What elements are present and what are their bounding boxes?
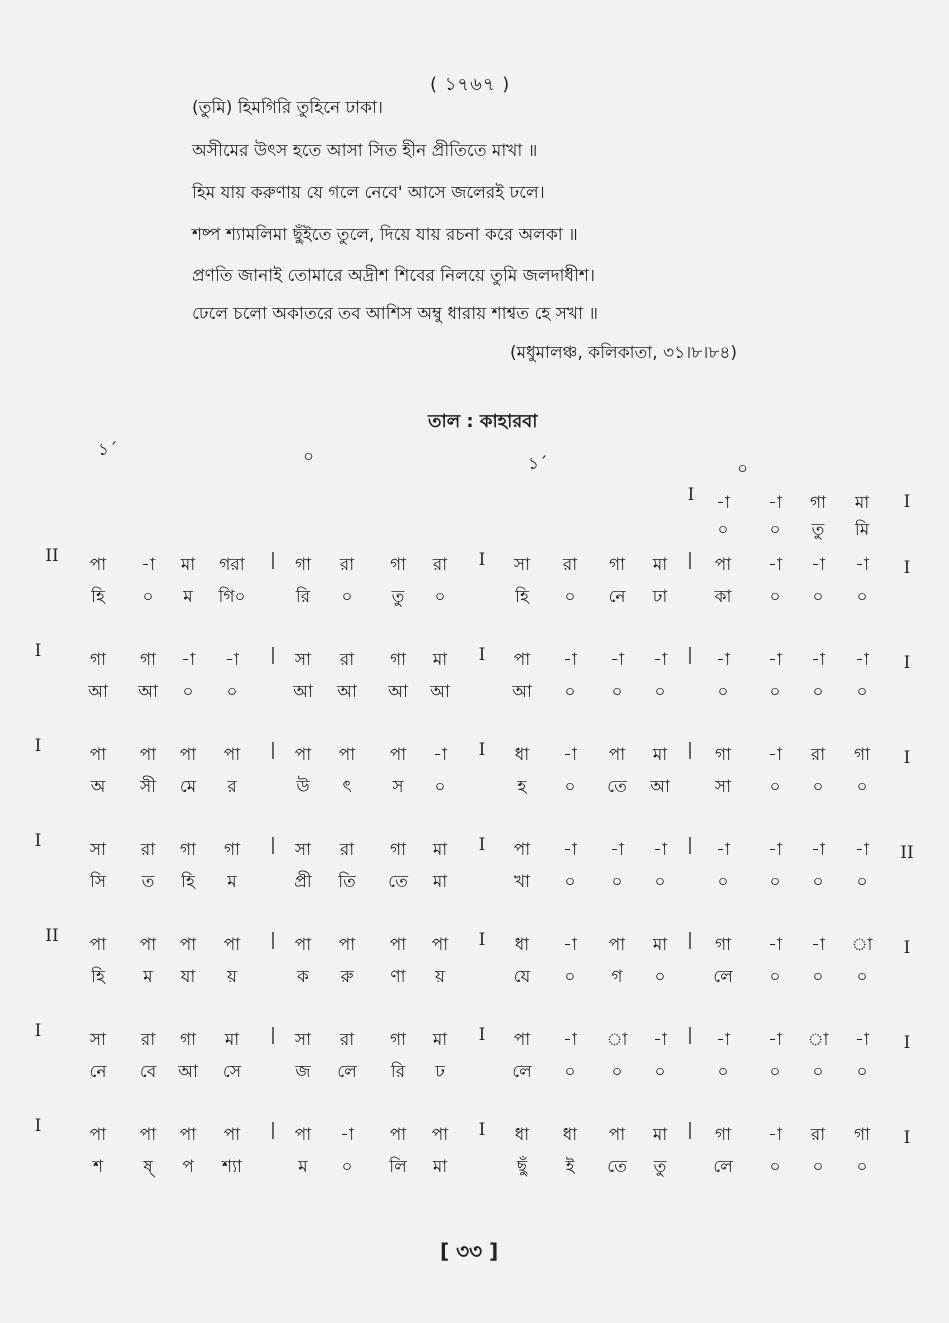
note-cell: -া <box>716 650 730 670</box>
syllable-cell: ০ <box>769 872 781 892</box>
note-cell: গরা <box>219 555 245 575</box>
syllable-cell: ০ <box>717 520 729 540</box>
bar-line: | <box>270 550 276 570</box>
syllable-cell: উ <box>296 777 310 797</box>
note-cell: া <box>606 1030 628 1050</box>
note-cell: গা <box>389 555 407 575</box>
note-cell: পা <box>89 745 107 765</box>
syllable-cell: ণা <box>390 967 406 987</box>
syllable-cell: মা <box>432 872 448 892</box>
note-cell: পা <box>608 745 626 765</box>
note-cell: সা <box>89 1030 107 1050</box>
note-cell: পা <box>223 1125 241 1145</box>
note-cell: -া <box>653 650 667 670</box>
syllable-cell: নে <box>89 1062 107 1082</box>
syllable-cell: তে <box>388 872 408 892</box>
lyric-line: ঢেলে চলো অকাতরে তব আশিস অম্বু ধারায় শাশ্বত হে সখা ॥ <box>192 304 599 324</box>
syllable-cell: ০ <box>856 587 868 607</box>
syllable-cell: যা <box>180 967 196 987</box>
note-cell: -া <box>811 935 825 955</box>
top-page-number: ( ১৭৬৭ ) <box>430 74 511 95</box>
bar-line: | <box>270 1120 276 1140</box>
note-cell: -া <box>811 840 825 860</box>
syllable-cell: জ <box>295 1062 311 1082</box>
syllable-cell: ৎ <box>342 777 352 797</box>
note-cell: রা <box>339 650 355 670</box>
syllable-cell: য় <box>434 967 446 987</box>
syllable-cell: আ <box>388 682 408 702</box>
bar-line: | <box>270 645 276 665</box>
bar-line: I <box>478 930 486 950</box>
note-cell: রা <box>810 745 826 765</box>
note-cell: পা <box>389 745 407 765</box>
syllable-cell: ০ <box>769 1157 781 1177</box>
syllable-cell: যে <box>513 967 531 987</box>
note-cell: পা <box>294 935 312 955</box>
lyric-line: হিম যায় করুণায় যে গলে নেবে' আসে জলেরই ঢলে। <box>192 183 545 203</box>
note-cell: মা <box>652 745 668 765</box>
syllable-cell: ০ <box>564 1062 576 1082</box>
syllable-cell: ০ <box>226 682 238 702</box>
syllable-cell: কা <box>714 587 732 607</box>
syllable-cell: হি <box>515 587 529 607</box>
syllable-cell: ক <box>297 967 309 987</box>
bottom-page-number: [ ৩৩ ] <box>440 1239 499 1263</box>
syllable-cell: অ <box>90 777 106 797</box>
syllable-cell: ম <box>143 967 153 987</box>
syllable-cell: মা <box>432 1157 448 1177</box>
beat-marker: ০ <box>737 459 749 479</box>
note-cell: গা <box>389 650 407 670</box>
syllable-cell: ০ <box>182 682 194 702</box>
syllable-cell: ০ <box>434 777 446 797</box>
syllable-cell: স <box>392 777 404 797</box>
syllable-cell: লে <box>337 1062 357 1082</box>
note-cell: -া <box>225 650 239 670</box>
note-cell: গা <box>714 1125 732 1145</box>
note-cell: পা <box>89 555 107 575</box>
bar-line: I <box>903 558 911 578</box>
bar-line: I <box>34 736 42 756</box>
syllable-cell: ই <box>565 1157 575 1177</box>
note-cell: পা <box>513 840 531 860</box>
bar-line: I <box>478 550 486 570</box>
note-cell: -া <box>716 493 730 513</box>
note-cell: রা <box>810 1125 826 1145</box>
syllable-cell: ঢা <box>652 587 668 607</box>
syllable-cell: মে <box>179 777 197 797</box>
bar-line: | <box>687 1120 693 1140</box>
syllable-cell: ০ <box>812 587 824 607</box>
bar-line: I <box>903 1033 911 1053</box>
note-cell: পা <box>223 935 241 955</box>
syllable-cell: রি <box>390 1062 406 1082</box>
note-cell: -া <box>653 840 667 860</box>
bar-line: I <box>903 748 911 768</box>
note-cell: গা <box>89 650 107 670</box>
syllable-cell: রু <box>340 967 354 987</box>
bar-line: I <box>34 831 42 851</box>
bar-line: | <box>687 1025 693 1045</box>
syllable-cell: ০ <box>564 777 576 797</box>
note-cell: গা <box>714 745 732 765</box>
syllable-cell: ০ <box>812 967 824 987</box>
note-cell: ধা <box>514 1125 530 1145</box>
syllable-cell: ০ <box>856 872 868 892</box>
bar-line: I <box>34 1021 42 1041</box>
syllable-cell: ০ <box>564 587 576 607</box>
syllable-cell: ০ <box>769 967 781 987</box>
syllable-cell: ০ <box>611 682 623 702</box>
bar-line: I <box>903 492 911 512</box>
note-cell: -া <box>768 650 782 670</box>
note-cell: সা <box>89 840 107 860</box>
note-cell: -া <box>768 1125 782 1145</box>
syllable-cell: আ <box>650 777 670 797</box>
bar-line: I <box>903 938 911 958</box>
syllable-cell: ০ <box>564 967 576 987</box>
syllable-cell: ০ <box>856 777 868 797</box>
bar-line: I <box>903 653 911 673</box>
bar-line: I <box>478 835 486 855</box>
note-cell: মা <box>224 1030 240 1050</box>
syllable-cell: ০ <box>769 587 781 607</box>
syllable-cell: হি <box>91 967 105 987</box>
note-cell: পা <box>431 1125 449 1145</box>
note-cell: -া <box>855 1030 869 1050</box>
note-cell: পা <box>294 1125 312 1145</box>
note-cell: ধা <box>514 745 530 765</box>
syllable-cell: ০ <box>717 1062 729 1082</box>
taal-title: তাল : কাহারবা <box>428 411 538 432</box>
note-cell: -া <box>563 840 577 860</box>
syllable-cell: শ্যা <box>222 1157 242 1177</box>
syllable-cell: ০ <box>769 520 781 540</box>
note-cell: পা <box>89 935 107 955</box>
note-cell: পা <box>89 1125 107 1145</box>
bar-line: I <box>478 740 486 760</box>
lyric-line: শষ্প শ্যামলিমা ছুঁইতে তুলে, দিয়ে যায় রচনা করে অলকা ॥ <box>192 225 578 245</box>
syllable-cell: গ <box>611 967 623 987</box>
syllable-cell: ০ <box>611 1062 623 1082</box>
beat-marker: ১´ <box>528 454 548 474</box>
note-cell: -া <box>855 840 869 860</box>
syllable-cell: ০ <box>654 872 666 892</box>
note-cell: রা <box>432 555 448 575</box>
syllable-cell: ঢ <box>435 1062 445 1082</box>
syllable-cell: ০ <box>812 872 824 892</box>
note-cell: গা <box>139 650 157 670</box>
syllable-cell: তে <box>607 1157 627 1177</box>
bar-line: I <box>478 1120 486 1140</box>
note-cell: রা <box>140 1030 156 1050</box>
syllable-cell: সী <box>139 777 157 797</box>
syllable-cell: ০ <box>769 682 781 702</box>
bar-line: | <box>687 930 693 950</box>
note-cell: পা <box>223 745 241 765</box>
note-cell: পা <box>338 935 356 955</box>
syllable-cell: ০ <box>654 682 666 702</box>
syllable-cell: হি <box>91 587 105 607</box>
note-cell: ধা <box>562 1125 578 1145</box>
note-cell: পা <box>139 745 157 765</box>
syllable-cell: ০ <box>812 1062 824 1082</box>
syllable-cell: লি <box>389 1157 407 1177</box>
note-cell: রা <box>140 840 156 860</box>
note-cell: সা <box>294 1030 312 1050</box>
note-cell: -া <box>716 1030 730 1050</box>
note-cell: গা <box>179 1030 197 1050</box>
note-cell: সা <box>294 650 312 670</box>
note-cell: গা <box>853 1125 871 1145</box>
syllable-cell: খা <box>513 872 531 892</box>
lyric-line: অসীমের উৎস হতে আসা সিত হীন প্রীতিতে মাখা ॥ <box>192 141 538 161</box>
syllable-cell: ০ <box>717 872 729 892</box>
syllable-cell: প <box>182 1157 194 1177</box>
note-cell: পা <box>179 1125 197 1145</box>
syllable-cell: ০ <box>564 682 576 702</box>
note-cell: -া <box>855 650 869 670</box>
bar-line: I <box>687 485 695 505</box>
note-cell: -া <box>610 840 624 860</box>
bar-line: I <box>34 641 42 661</box>
syllable-cell: ০ <box>654 967 666 987</box>
note-cell: া <box>851 935 873 955</box>
bar-line: | <box>270 1025 276 1045</box>
syllable-cell: ০ <box>142 587 154 607</box>
bar-line: | <box>687 550 693 570</box>
note-cell: -া <box>653 1030 667 1050</box>
syllable-cell: ষ্ <box>143 1157 153 1177</box>
syllable-cell: হি <box>181 872 195 892</box>
syllable-cell: ০ <box>654 1062 666 1082</box>
note-cell: পা <box>179 745 197 765</box>
note-cell: রা <box>339 1030 355 1050</box>
note-cell: -া <box>768 935 782 955</box>
syllable-cell: প্রী <box>294 872 312 892</box>
syllable-cell: তু <box>391 587 405 607</box>
syllable-cell: আ <box>138 682 158 702</box>
note-cell: -া <box>610 650 624 670</box>
note-cell: -া <box>563 650 577 670</box>
syllable-cell: নে <box>608 587 626 607</box>
note-cell: পা <box>389 935 407 955</box>
note-cell: -া <box>768 555 782 575</box>
syllable-cell: ০ <box>341 587 353 607</box>
note-cell: রা <box>339 555 355 575</box>
note-cell: -া <box>716 840 730 860</box>
syllable-cell: ০ <box>611 872 623 892</box>
bar-line: I <box>478 1025 486 1045</box>
note-cell: -া <box>563 935 577 955</box>
note-cell: পা <box>608 935 626 955</box>
syllable-cell: সে <box>222 1062 242 1082</box>
note-cell: পা <box>389 1125 407 1145</box>
syllable-cell: ০ <box>434 587 446 607</box>
note-cell: রা <box>339 840 355 860</box>
syllable-cell: লে <box>713 1157 733 1177</box>
syllable-cell: ০ <box>812 682 824 702</box>
note-cell: -া <box>811 555 825 575</box>
syllable-cell: ম <box>227 872 237 892</box>
syllable-cell: ০ <box>564 872 576 892</box>
syllable-cell: আ <box>430 682 450 702</box>
syllable-cell: ০ <box>717 682 729 702</box>
note-cell: া <box>807 1030 829 1050</box>
note-cell: মা <box>854 493 870 513</box>
syllable-cell: গি০ <box>218 587 246 607</box>
syllable-cell: লে <box>512 1062 532 1082</box>
note-cell: সা <box>513 555 531 575</box>
bar-line: | <box>687 835 693 855</box>
note-cell: গা <box>389 840 407 860</box>
syllable-cell: ০ <box>812 1157 824 1177</box>
syllable-cell: ম <box>298 1157 308 1177</box>
syllable-cell: ০ <box>812 777 824 797</box>
note-cell: গা <box>809 493 827 513</box>
syllable-cell: য় <box>226 967 238 987</box>
note-cell: গা <box>714 935 732 955</box>
note-cell: পা <box>294 745 312 765</box>
bar-line: | <box>270 930 276 950</box>
syllable-cell: তু <box>653 1157 667 1177</box>
note-cell: গা <box>853 745 871 765</box>
syllable-cell: সি <box>89 872 107 892</box>
credit-line: (মধুমালঞ্চ, কলিকাতা, ৩১।৮।৮৪) <box>510 343 738 363</box>
note-cell: -া <box>768 1030 782 1050</box>
note-cell: পা <box>608 1125 626 1145</box>
bar-line: II <box>900 843 914 863</box>
note-cell: -া <box>340 1125 354 1145</box>
note-cell: মা <box>652 555 668 575</box>
note-cell: গা <box>294 555 312 575</box>
note-cell: পা <box>513 650 531 670</box>
lyric-line: (তুমি) হিমগিরি তুহিনে ঢাকা। <box>192 98 383 118</box>
syllable-cell: ০ <box>856 682 868 702</box>
note-cell: -া <box>768 493 782 513</box>
syllable-cell: মি <box>854 520 870 540</box>
syllable-cell: র <box>227 777 237 797</box>
syllable-cell: আ <box>178 1062 198 1082</box>
note-cell: পা <box>338 745 356 765</box>
note-cell: রা <box>562 555 578 575</box>
syllable-cell: ত <box>141 872 155 892</box>
note-cell: পা <box>179 935 197 955</box>
syllable-cell: আ <box>512 682 532 702</box>
note-cell: পা <box>714 555 732 575</box>
bar-line: I <box>34 1116 42 1136</box>
syllable-cell: ০ <box>769 777 781 797</box>
note-cell: পা <box>431 935 449 955</box>
syllable-cell: আ <box>88 682 108 702</box>
note-cell: পা <box>139 1125 157 1145</box>
syllable-cell: ০ <box>856 967 868 987</box>
note-cell: গা <box>223 840 241 860</box>
note-cell: সা <box>294 840 312 860</box>
syllable-cell: তি <box>338 872 356 892</box>
syllable-cell: শ <box>92 1157 104 1177</box>
bar-line: | <box>687 740 693 760</box>
note-cell: -া <box>768 745 782 765</box>
syllable-cell: ০ <box>856 1062 868 1082</box>
syllable-cell: রি <box>295 587 311 607</box>
note-cell: পা <box>139 935 157 955</box>
syllable-cell: বে <box>139 1062 157 1082</box>
syllable-cell: তু <box>811 520 825 540</box>
note-cell: মা <box>432 650 448 670</box>
syllable-cell: সা <box>714 777 732 797</box>
note-cell: -া <box>563 745 577 765</box>
syllable-cell: ০ <box>769 1062 781 1082</box>
beat-marker: ০ <box>303 447 315 467</box>
note-cell: গা <box>179 840 197 860</box>
note-cell: -া <box>141 555 155 575</box>
syllable-cell: আ <box>293 682 313 702</box>
note-cell: -া <box>768 840 782 860</box>
beat-marker: ১´ <box>98 440 118 460</box>
syllable-cell: ম <box>183 587 193 607</box>
note-cell: মা <box>652 935 668 955</box>
note-cell: -া <box>433 745 447 765</box>
bar-line: II <box>45 546 59 566</box>
note-cell: মা <box>180 555 196 575</box>
note-cell: পা <box>513 1030 531 1050</box>
note-cell: -া <box>181 650 195 670</box>
lyric-line: প্রণতি জানাই তোমারে অদ্রীশ শিবের নিলয়ে তুমি জলদাধীশ। <box>192 266 595 286</box>
syllable-cell: আ <box>337 682 357 702</box>
syllable-cell: ছুঁ <box>516 1157 528 1177</box>
syllable-cell: ০ <box>856 1157 868 1177</box>
syllable-cell: ০ <box>341 1157 353 1177</box>
note-cell: -া <box>563 1030 577 1050</box>
bar-line: I <box>478 645 486 665</box>
bar-line: | <box>270 740 276 760</box>
note-cell: -া <box>811 650 825 670</box>
note-cell: ধা <box>514 935 530 955</box>
bar-line: | <box>687 645 693 665</box>
bar-line: I <box>903 1128 911 1148</box>
note-cell: মা <box>432 1030 448 1050</box>
note-cell: মা <box>652 1125 668 1145</box>
syllable-cell: লে <box>713 967 733 987</box>
note-cell: -া <box>855 555 869 575</box>
bar-line: II <box>45 926 59 946</box>
note-cell: মা <box>432 840 448 860</box>
syllable-cell: তে <box>607 777 627 797</box>
note-cell: গা <box>389 1030 407 1050</box>
note-cell: গা <box>608 555 626 575</box>
bar-line: | <box>270 835 276 855</box>
syllable-cell: হ <box>517 777 527 797</box>
